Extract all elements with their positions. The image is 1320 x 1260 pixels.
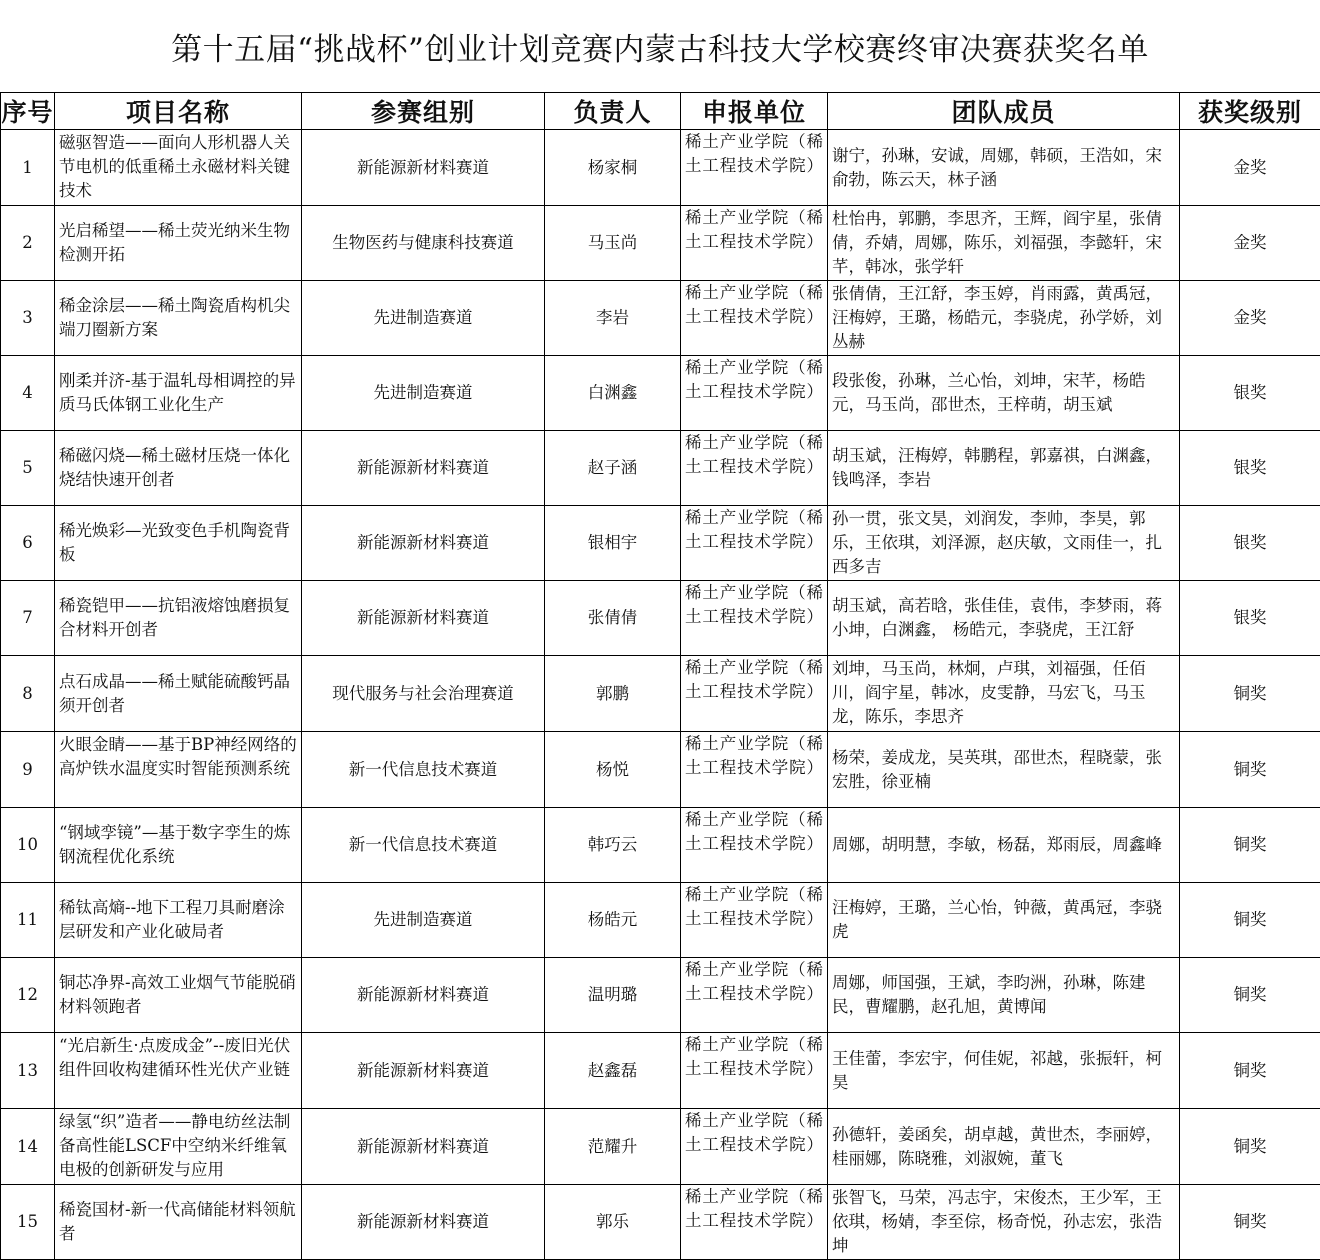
project-name: 稀钛高熵--地下工程刀具耐磨涂层研发和产业化破局者 (55, 883, 302, 958)
row-index: 14 (1, 1109, 55, 1185)
row-index: 15 (1, 1185, 55, 1260)
leader: 郭乐 (545, 1185, 681, 1260)
track: 现代服务与社会治理赛道 (302, 656, 545, 732)
project-name: “钢域孪镜”—基于数字孪生的炼钢流程优化系统 (55, 808, 302, 883)
project-name: 铜芯净界-高效工业烟气节能脱硝材料领跑者 (55, 958, 302, 1033)
project-name: 火眼金睛——基于BP神经网络的高炉铁水温度实时智能预测系统 (55, 732, 302, 808)
track: 新能源新材料赛道 (302, 1109, 545, 1185)
unit: 稀土产业学院（稀土工程技术学院） (681, 883, 828, 958)
header-members: 团队成员 (828, 93, 1180, 130)
project-name: 稀光焕彩—光致变色手机陶瓷背板 (55, 506, 302, 581)
table-row (1, 732, 1320, 808)
award-level: 铜奖 (1180, 1109, 1320, 1185)
team-members: 孙德轩，姜函矣，胡卓越，黄世杰，李丽婷，桂丽娜，陈晓雅，刘淑婉，董飞 (828, 1109, 1180, 1185)
unit: 稀土产业学院（稀土工程技术学院） (681, 356, 828, 431)
leader: 马玉尚 (545, 206, 681, 281)
project-name: 光启稀望——稀土荧光纳米生物检测开拓 (55, 206, 302, 281)
unit: 稀土产业学院（稀土工程技术学院） (681, 506, 828, 581)
award-level: 银奖 (1180, 506, 1320, 581)
leader: 杨皓元 (545, 883, 681, 958)
page-title: 第十五届“挑战杯”创业计划竞赛内蒙古科技大学校赛终审决赛获奖名单 (0, 0, 1320, 92)
leader: 赵鑫磊 (545, 1033, 681, 1109)
track: 新一代信息技术赛道 (302, 732, 545, 808)
award-level: 银奖 (1180, 581, 1320, 656)
row-index: 5 (1, 431, 55, 506)
table-row (1, 356, 1320, 431)
header-leader: 负责人 (545, 93, 681, 130)
project-name: 点石成晶——稀土赋能硫酸钙晶须开创者 (55, 656, 302, 732)
project-name: 磁驱智造——面向人形机器人关节电机的低重稀土永磁材料关键技术 (55, 130, 302, 206)
leader: 温明璐 (545, 958, 681, 1033)
table-row (1, 883, 1320, 958)
team-members: 杨荣，姜成龙，吴英琪，邵世杰，程晓蒙，张宏胜，徐亚楠 (828, 732, 1180, 808)
award-level: 银奖 (1180, 356, 1320, 431)
leader: 李岩 (545, 281, 681, 356)
team-members: 孙一贯，张文昊，刘润发，李帅，李昊，郭乐，王依琪，刘泽源，赵庆敏，文雨佳一，扎西多吉 (828, 506, 1180, 581)
row-index: 8 (1, 656, 55, 732)
unit: 稀土产业学院（稀土工程技术学院） (681, 808, 828, 883)
header-track: 参赛组别 (302, 93, 545, 130)
leader: 郭鹏 (545, 656, 681, 732)
track: 先进制造赛道 (302, 281, 545, 356)
track: 新能源新材料赛道 (302, 130, 545, 206)
award-level: 金奖 (1180, 130, 1320, 206)
team-members: 杜怡冉，郭鹏，李思齐，王辉，阎宇星，张倩倩，乔婧，周娜，陈乐，刘福强，李懿轩，宋芊，韩冰，张学轩 (828, 206, 1180, 281)
table-header-row (1, 93, 1320, 130)
award-level: 铜奖 (1180, 1033, 1320, 1109)
table-row (1, 206, 1320, 281)
row-index: 7 (1, 581, 55, 656)
leader: 张倩倩 (545, 581, 681, 656)
team-members: 王佳蕾，李宏宇，何佳妮，祁越，张振轩，柯昊 (828, 1033, 1180, 1109)
team-members: 周娜，胡明慧，李敏，杨磊，郑雨辰，周鑫峰 (828, 808, 1180, 883)
row-index: 6 (1, 506, 55, 581)
unit: 稀土产业学院（稀土工程技术学院） (681, 206, 828, 281)
row-index: 10 (1, 808, 55, 883)
project-name: 稀瓷铠甲——抗铝液熔蚀磨损复合材料开创者 (55, 581, 302, 656)
project-name: 刚柔并济-基于温轧母相调控的异质马氏体钢工业化生产 (55, 356, 302, 431)
unit: 稀土产业学院（稀土工程技术学院） (681, 958, 828, 1033)
award-level: 金奖 (1180, 206, 1320, 281)
team-members: 谢宁，孙琳，安诚，周娜，韩硕，王浩如，宋俞勃，陈云天，林子涵 (828, 130, 1180, 206)
track: 先进制造赛道 (302, 356, 545, 431)
table-row (1, 506, 1320, 581)
table-row (1, 958, 1320, 1033)
unit: 稀土产业学院（稀土工程技术学院） (681, 581, 828, 656)
team-members: 张倩倩，王江舒，李玉婷，肖雨露，黄禹冠，汪梅婷，王璐，杨皓元，李骁虎，孙学娇，刘丛赫 (828, 281, 1180, 356)
project-name: 稀金涂层——稀土陶瓷盾构机尖端刀圈新方案 (55, 281, 302, 356)
award-table (0, 92, 1320, 1260)
track: 新能源新材料赛道 (302, 506, 545, 581)
award-level: 铜奖 (1180, 656, 1320, 732)
unit: 稀土产业学院（稀土工程技术学院） (681, 1109, 828, 1185)
track: 先进制造赛道 (302, 883, 545, 958)
unit: 稀土产业学院（稀土工程技术学院） (681, 1185, 828, 1260)
team-members: 胡玉斌，高若晗，张佳佳，袁伟，李梦雨，蒋小坤，白渊鑫， 杨皓元，李骁虎，王江舒 (828, 581, 1180, 656)
award-level: 金奖 (1180, 281, 1320, 356)
unit: 稀土产业学院（稀土工程技术学院） (681, 281, 828, 356)
project-name: 稀瓷国材-新一代高储能材料领航者 (55, 1185, 302, 1260)
team-members: 胡玉斌，汪梅婷，韩鹏程，郭嘉祺，白渊鑫，钱鸣泽，李岩 (828, 431, 1180, 506)
team-members: 刘坤，马玉尚，林炯，卢琪，刘福强，任佰川，阎宇星，韩冰，皮雯静，马宏飞，马玉龙，陈乐，李思齐 (828, 656, 1180, 732)
award-level: 铜奖 (1180, 883, 1320, 958)
award-level: 银奖 (1180, 431, 1320, 506)
row-index: 11 (1, 883, 55, 958)
row-index: 2 (1, 206, 55, 281)
project-name: 稀磁闪烧—稀土磁材压烧一体化烧结快速开创者 (55, 431, 302, 506)
unit: 稀土产业学院（稀土工程技术学院） (681, 431, 828, 506)
header-index: 序号 (1, 93, 55, 130)
row-index: 9 (1, 732, 55, 808)
leader: 韩巧云 (545, 808, 681, 883)
track: 新能源新材料赛道 (302, 958, 545, 1033)
track: 新一代信息技术赛道 (302, 808, 545, 883)
award-level: 铜奖 (1180, 1185, 1320, 1260)
row-index: 12 (1, 958, 55, 1033)
header-award: 获奖级别 (1180, 93, 1320, 130)
header-project: 项目名称 (55, 93, 302, 130)
project-name: “光启新生·点废成金”--废旧光伏组件回收构建循环性光伏产业链 (55, 1033, 302, 1109)
row-index: 4 (1, 356, 55, 431)
unit: 稀土产业学院（稀土工程技术学院） (681, 732, 828, 808)
team-members: 张智飞，马荣，冯志宇，宋俊杰，王少军，王依琪，杨婧，李至倧，杨奇悦，孙志宏，张浩坤 (828, 1185, 1180, 1260)
row-index: 3 (1, 281, 55, 356)
leader: 范耀升 (545, 1109, 681, 1185)
team-members: 周娜，师国强，王斌，李昀洲，孙琳，陈建民，曹耀鹏，赵孔旭，黄博闻 (828, 958, 1180, 1033)
track: 新能源新材料赛道 (302, 1185, 545, 1260)
table-row (1, 656, 1320, 732)
table-row (1, 581, 1320, 656)
header-unit: 申报单位 (681, 93, 828, 130)
leader: 白渊鑫 (545, 356, 681, 431)
table-row (1, 281, 1320, 356)
leader: 赵子涵 (545, 431, 681, 506)
table-row (1, 1109, 1320, 1185)
team-members: 段张俊，孙琳，兰心怡，刘坤，宋芊，杨皓元，马玉尚，邵世杰，王梓萌，胡玉斌 (828, 356, 1180, 431)
leader: 银相宇 (545, 506, 681, 581)
table-row (1, 1185, 1320, 1260)
award-level: 铜奖 (1180, 808, 1320, 883)
unit: 稀土产业学院（稀土工程技术学院） (681, 1033, 828, 1109)
leader: 杨家桐 (545, 130, 681, 206)
unit: 稀土产业学院（稀土工程技术学院） (681, 130, 828, 206)
project-name: 绿氢“织”造者——静电纺丝法制备高性能LSCF中空纳米纤维氧电极的创新研发与应用 (55, 1109, 302, 1185)
table-row (1, 808, 1320, 883)
award-level: 铜奖 (1180, 958, 1320, 1033)
track: 生物医药与健康科技赛道 (302, 206, 545, 281)
unit: 稀土产业学院（稀土工程技术学院） (681, 656, 828, 732)
team-members: 汪梅婷，王璐，兰心怡，钟薇，黄禹冠，李骁虎 (828, 883, 1180, 958)
track: 新能源新材料赛道 (302, 581, 545, 656)
track: 新能源新材料赛道 (302, 1033, 545, 1109)
table-row (1, 1033, 1320, 1109)
table-row (1, 130, 1320, 206)
leader: 杨悦 (545, 732, 681, 808)
track: 新能源新材料赛道 (302, 431, 545, 506)
table-row (1, 431, 1320, 506)
award-level: 铜奖 (1180, 732, 1320, 808)
row-index: 1 (1, 130, 55, 206)
row-index: 13 (1, 1033, 55, 1109)
